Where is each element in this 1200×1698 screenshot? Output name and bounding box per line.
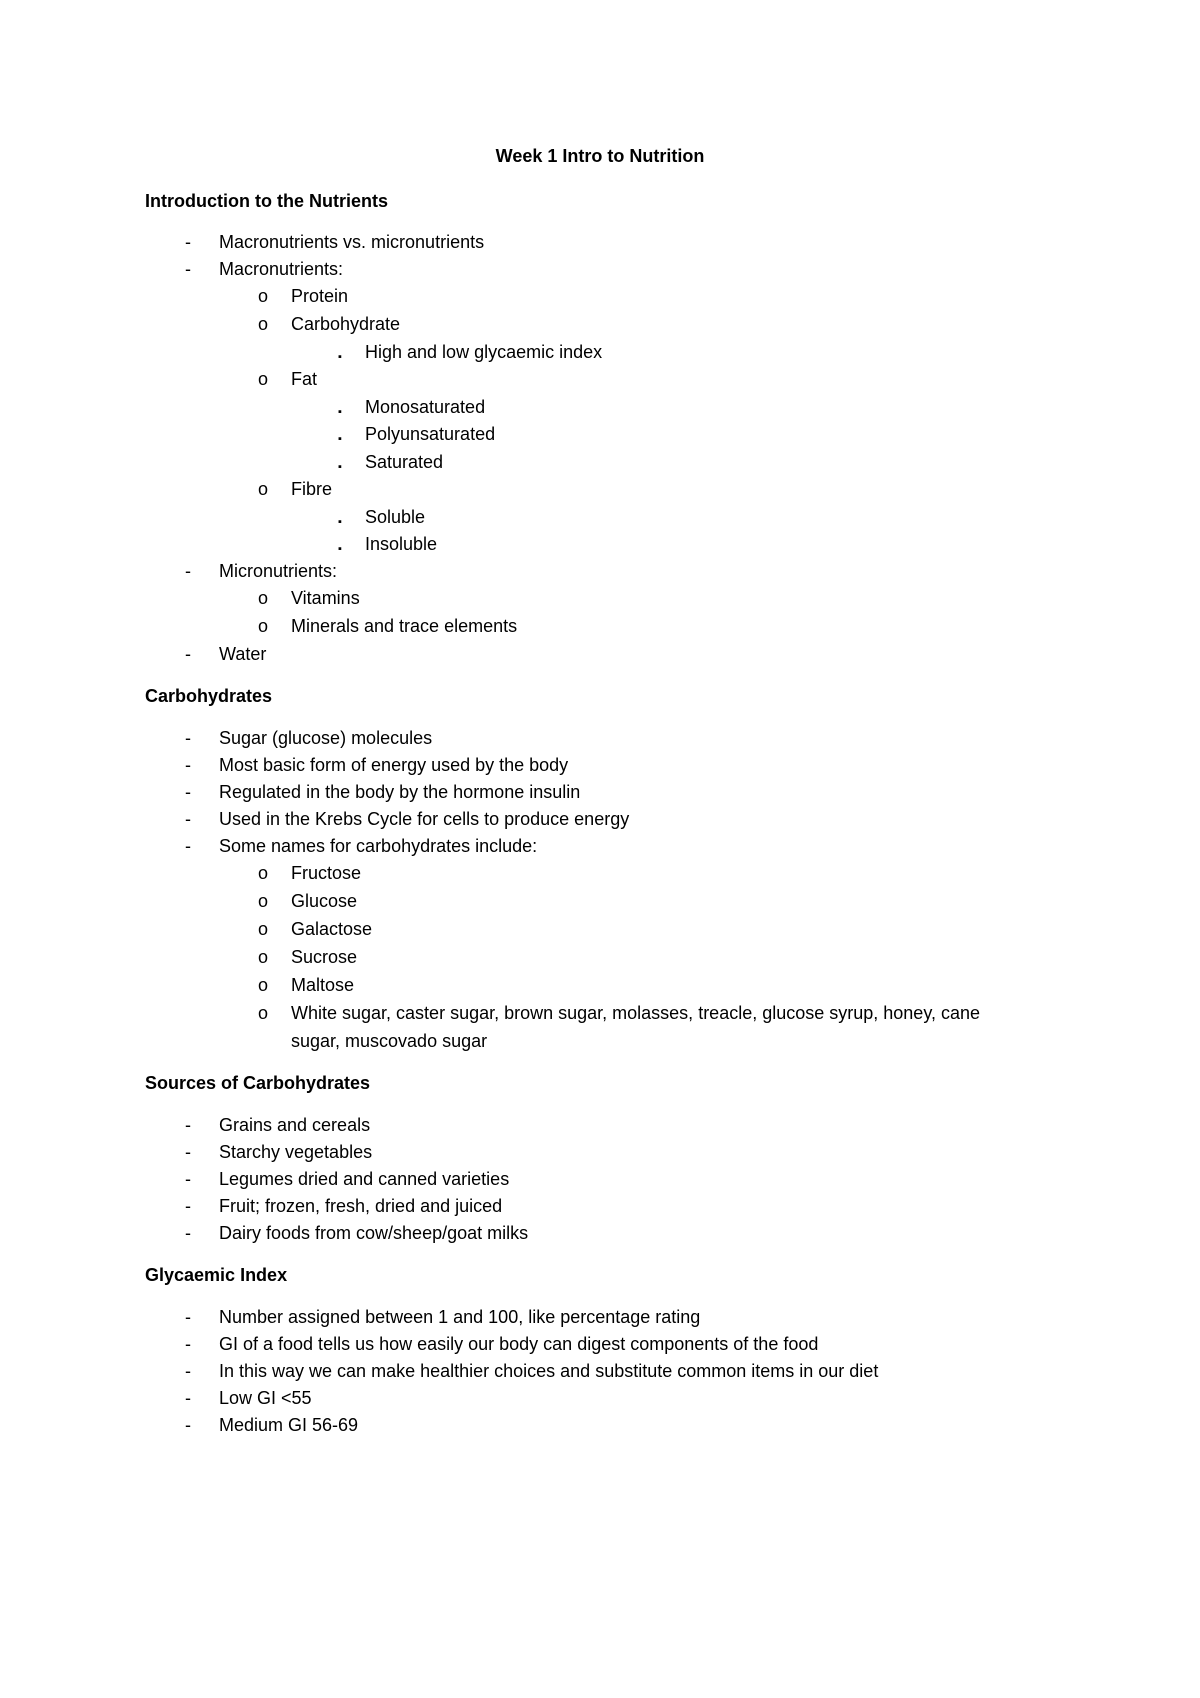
list-item-text: Maltose	[291, 975, 355, 995]
list-item-text: Sugar (glucose) molecules	[219, 728, 433, 748]
list-item	[185, 258, 344, 280]
dash-bullet: -	[185, 1388, 191, 1408]
square-bullet: ▪	[338, 543, 342, 555]
dash-bullet: -	[185, 728, 191, 748]
list-item-text: Low GI <55	[219, 1388, 312, 1408]
list-item-text: Fruit; frozen, fresh, dried and juiced	[219, 1196, 503, 1216]
list-item	[258, 478, 333, 500]
list-item-text: Insoluble	[365, 534, 438, 554]
dash-bullet: -	[185, 1334, 191, 1354]
circle-bullet: o	[258, 863, 269, 883]
square-bullet: ▪	[338, 406, 342, 418]
list-item-continuation	[291, 1030, 487, 1052]
list-item	[258, 890, 358, 912]
dash-bullet: -	[185, 1415, 191, 1435]
dash-bullet: -	[185, 259, 191, 279]
list-item	[258, 368, 318, 390]
dash-bullet: -	[185, 232, 191, 252]
circle-bullet: o	[258, 616, 269, 636]
list-item-text: Fructose	[291, 863, 362, 883]
list-item-text: Saturated	[365, 452, 444, 472]
list-item-text: GI of a food tells us how easily our body can digest components of the food	[219, 1334, 819, 1354]
list-item	[258, 946, 358, 968]
list-item-text: Fibre	[291, 479, 333, 499]
list-item	[185, 1114, 371, 1136]
list-item-text: Legumes dried and canned varieties	[219, 1169, 510, 1189]
list-item-text: Protein	[291, 286, 349, 306]
list-item-text: Macronutrients vs. micronutrients	[219, 232, 485, 252]
list-item	[185, 727, 433, 749]
list-item-text: Regulated in the body by the hormone insulin	[219, 782, 581, 802]
list-item-text: Starchy vegetables	[219, 1142, 373, 1162]
list-item-text: Micronutrients:	[219, 561, 338, 581]
list-item-text: Galactose	[291, 919, 373, 939]
list-item-text: Dairy foods from cow/sheep/goat milks	[219, 1223, 529, 1243]
list-item	[185, 643, 267, 665]
list-item-text: Polyunsaturated	[365, 424, 496, 444]
list-item	[185, 1168, 510, 1190]
list-item-text: Number assigned between 1 and 100, like percentage rating	[219, 1307, 701, 1327]
list-item-text: Used in the Krebs Cycle for cells to produce energy	[219, 809, 630, 829]
list-item-text: Monosaturated	[365, 397, 486, 417]
dash-bullet: -	[185, 1142, 191, 1162]
list-item-text: Carbohydrate	[291, 314, 401, 334]
dash-bullet: -	[185, 782, 191, 802]
dash-bullet: -	[185, 1223, 191, 1243]
list-item	[185, 1333, 819, 1355]
section-heading: Carbohydrates	[145, 686, 273, 706]
list-item	[185, 231, 485, 253]
list-item	[338, 506, 426, 528]
list-item-text: Vitamins	[291, 588, 360, 608]
circle-bullet: o	[258, 479, 269, 499]
page-title: Week 1 Intro to Nutrition	[495, 146, 705, 166]
circle-bullet: o	[258, 369, 269, 389]
dash-bullet: -	[185, 1307, 191, 1327]
list-item	[258, 313, 401, 335]
list-item-text: In this way we can make healthier choices and substitute common items in our diet	[219, 1361, 879, 1381]
circle-bullet: o	[258, 919, 269, 939]
dash-bullet: -	[185, 1196, 191, 1216]
list-item-text: Minerals and trace elements	[291, 616, 518, 636]
list-item	[258, 587, 360, 609]
list-item-text: Most basic form of energy used by the body	[219, 755, 569, 775]
list-item	[185, 1306, 701, 1328]
list-item	[258, 285, 349, 307]
list-item	[185, 1387, 312, 1409]
section-heading: Introduction to the Nutrients	[145, 191, 388, 211]
list-item	[185, 560, 338, 582]
list-item-text: Fat	[291, 369, 318, 389]
dash-bullet: -	[185, 1115, 191, 1135]
dash-bullet: -	[185, 1169, 191, 1189]
list-item	[185, 1141, 373, 1163]
dash-bullet: -	[185, 644, 191, 664]
list-item	[185, 781, 581, 803]
square-bullet: ▪	[338, 433, 342, 445]
circle-bullet: o	[258, 588, 269, 608]
square-bullet: ▪	[338, 351, 342, 363]
list-item	[258, 918, 373, 940]
section-heading: Sources of Carbohydrates	[145, 1073, 371, 1093]
circle-bullet: o	[258, 947, 269, 967]
list-item-text: Water	[219, 644, 267, 664]
list-item-text: Macronutrients:	[219, 259, 344, 279]
square-bullet: ▪	[338, 516, 342, 528]
list-item-text: Some names for carbohydrates include:	[219, 836, 538, 856]
list-item	[258, 974, 355, 996]
list-item	[185, 1195, 503, 1217]
list-item	[258, 862, 362, 884]
circle-bullet: o	[258, 891, 269, 911]
list-item	[185, 1414, 359, 1436]
list-item-text: Soluble	[365, 507, 426, 527]
circle-bullet: o	[258, 286, 269, 306]
list-item	[185, 754, 569, 776]
circle-bullet: o	[258, 1003, 269, 1023]
list-item	[338, 533, 438, 555]
list-item	[338, 451, 444, 473]
list-item-text: sugar, muscovado sugar	[291, 1031, 488, 1051]
square-bullet: ▪	[338, 461, 342, 473]
circle-bullet: o	[258, 314, 269, 334]
list-item-text: High and low glycaemic index	[365, 342, 603, 362]
dash-bullet: -	[185, 836, 191, 856]
dash-bullet: -	[185, 755, 191, 775]
list-item	[338, 396, 486, 418]
list-item	[185, 808, 630, 830]
list-item	[258, 615, 518, 637]
list-item-text: Glucose	[291, 891, 358, 911]
list-item-text: Sucrose	[291, 947, 358, 967]
list-item	[185, 1222, 529, 1244]
section-heading: Glycaemic Index	[145, 1265, 288, 1285]
list-item-text: Medium GI 56-69	[219, 1415, 359, 1435]
list-item	[258, 1002, 981, 1024]
dash-bullet: -	[185, 561, 191, 581]
circle-bullet: o	[258, 975, 269, 995]
list-item	[185, 835, 538, 857]
dash-bullet: -	[185, 809, 191, 829]
list-item	[338, 341, 603, 363]
list-item	[185, 1360, 879, 1382]
dash-bullet: -	[185, 1361, 191, 1381]
list-item-text: Grains and cereals	[219, 1115, 371, 1135]
list-item	[338, 423, 496, 445]
list-item-text: White sugar, caster sugar, brown sugar, molasses, treacle, glucose syrup, honey, cane	[291, 1003, 981, 1023]
